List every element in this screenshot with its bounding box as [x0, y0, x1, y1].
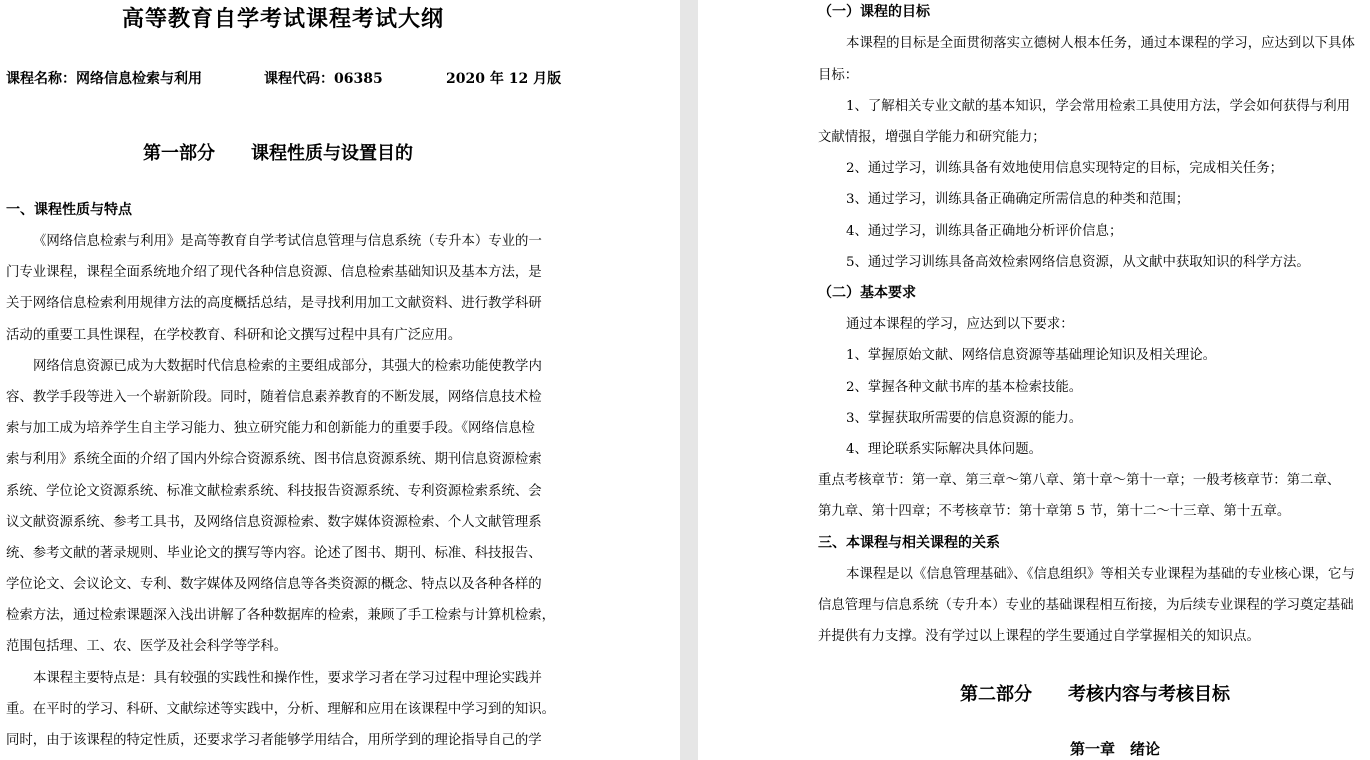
- paragraph-line: 3、掌握获取所需要的信息资源的能力。: [846, 411, 1083, 426]
- paragraph-line: 信息管理与信息系统（专升本）专业的基础课程相互衔接，为后续专业课程的学习奠定基础: [818, 598, 1354, 613]
- paragraph-line: 5、通过学习训练具备高效检索网络信息资源，从文献中获取知识的科学方法。: [846, 255, 1310, 270]
- version-date: 2020 年 12 月版: [446, 71, 562, 87]
- paragraph-line: 2、通过学习，训练具备有效地使用信息实现特定的目标，完成相关任务；: [846, 161, 1284, 176]
- paragraph-line: 目标：: [818, 68, 859, 83]
- section1-heading: 一、课程性质与特点: [6, 202, 132, 218]
- course-name: 课程名称：网络信息检索与利用: [6, 71, 202, 87]
- part1-title: 第一部分 课程性质与设置目的: [143, 143, 413, 164]
- paragraph-line: 本课程的目标是全面贯彻落实立德树人根本任务，通过本课程的学习，应达到以下具体: [846, 36, 1355, 51]
- paragraph-line: 4、理论联系实际解决具体问题。: [846, 442, 1042, 457]
- goal-heading: （一）课程的目标: [818, 4, 930, 20]
- paragraph-line: 活动的重要工具性课程，在学校教育、科研和论文撰写过程中具有广泛应用。: [6, 328, 462, 343]
- paragraph-line: 统、参考文献的著录规则、毕业论文的撰写等内容。论述了图书、期刊、标准、科技报告、: [6, 546, 542, 561]
- paragraph-line: 议文献资源系统、参考工具书，及网络信息资源检索、数字媒体资源检索、个人文献管理系: [6, 515, 542, 530]
- paragraph-line: 索与利用》系统全面的介绍了国内外综合资源系统、图书信息资源系统、期刊信息资源检索: [6, 452, 542, 467]
- paragraph-line: 门专业课程，课程全面系统地介绍了现代各种信息资源、信息检索基础知识及基本方法，是: [6, 265, 542, 280]
- paragraph-line: 重。在平时的学习、科研、文献综述等实践中，分析、理解和应用在该课程中学习到的知识。: [6, 702, 556, 717]
- paragraph-line: 重点考核章节：第一章、第三章～第八章、第十章～第十一章；一般考核章节：第二章、: [818, 473, 1341, 488]
- chapter1-title: 第一章 绪论: [1070, 740, 1161, 758]
- paragraph-line: 并提供有力支撑。没有学过以上课程的学生要通过自学掌握相关的知识点。: [818, 629, 1260, 644]
- paragraph-line: 4、通过学习，训练具备正确地分析评价信息；: [846, 224, 1123, 239]
- paragraph-line: 检索方法，通过检索课题深入浅出讲解了各种数据库的检索，兼顾了手工检索与计算机检索，: [6, 608, 556, 623]
- paragraph-line: 网络信息资源已成为大数据时代信息检索的主要组成部分，其强大的检索功能使教学内: [33, 359, 542, 374]
- document-title: 高等教育自学考试课程考试大纲: [122, 6, 445, 32]
- paragraph-line: 第九章、第十四章；不考核章节：第十章第 5 节，第十二～十三章、第十五章。: [818, 504, 1291, 519]
- paragraph-line: 1、了解相关专业文献的基本知识，学会常用检索工具使用方法，学会如何获得与利用: [846, 99, 1350, 114]
- paragraph-line: 容、教学手段等进入一个崭新阶段。同时，随着信息素养教育的不断发展，网络信息技术检: [6, 390, 542, 405]
- requirements-heading: （二）基本要求: [818, 285, 916, 301]
- paragraph-line: 本课程是以《信息管理基础》、《信息组织》等相关专业课程为基础的专业核心课，它与: [846, 567, 1355, 582]
- document-page-right: [698, 0, 1370, 760]
- paragraph-line: 3、通过学习，训练具备正确确定所需信息的种类和范围；: [846, 192, 1190, 207]
- paragraph-line: 文献情报，增强自学能力和研究能力；: [818, 130, 1046, 145]
- paragraph-line: 1、掌握原始文献、网络信息资源等基础理论知识及相关理论。: [846, 348, 1217, 363]
- paragraph-line: 本课程主要特点是：具有较强的实践性和操作性，要求学习者在学习过程中理论实践并: [33, 671, 542, 686]
- paragraph-line: 《网络信息检索与利用》是高等教育自学考试信息管理与信息系统（专升本）专业的一: [33, 234, 542, 249]
- section3-heading: 三、本课程与相关课程的关系: [818, 535, 1000, 551]
- course-code: 课程代码：06385: [264, 71, 383, 87]
- paragraph-line: 2、掌握各种文献书库的基本检索技能。: [846, 380, 1083, 395]
- paragraph-line: 关于网络信息检索利用规律方法的高度概括总结，是寻找利用加工文献资料、进行教学科研: [6, 296, 542, 311]
- paragraph-line: 通过本课程的学习，应达到以下要求：: [846, 317, 1074, 332]
- paragraph-line: 同时，由于该课程的特定性质，还要求学习者能够学用结合，用所学到的理论指导自己的学: [6, 733, 542, 748]
- paragraph-line: 索与加工成为培养学生自主学习能力、独立研究能力和创新能力的重要手段。《网络信息检: [6, 421, 535, 436]
- document-page-left: [0, 0, 680, 760]
- paragraph-line: 学位论文、会议论文、专利、数字媒体及网络信息等各类资源的概念、特点以及各种各样的: [6, 577, 542, 592]
- paragraph-line: 系统、学位论文资源系统、标准文献检索系统、科技报告资源系统、专利资源检索系统、会: [6, 484, 542, 499]
- part2-title: 第二部分 考核内容与考核目标: [960, 684, 1230, 705]
- paragraph-line: 范围包括理、工、农、医学及社会科学等学科。: [6, 639, 288, 654]
